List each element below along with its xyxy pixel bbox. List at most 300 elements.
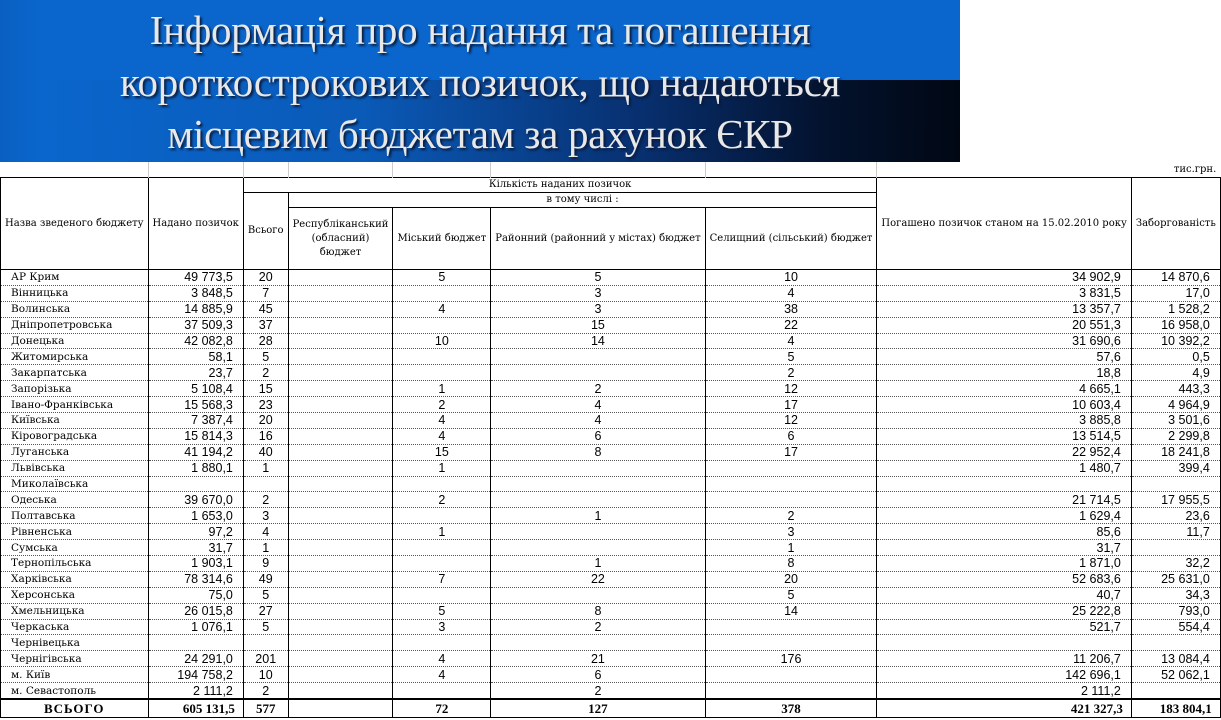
cell-debt: 17,0	[1131, 285, 1220, 301]
cell-district	[491, 349, 705, 365]
cell-total: 2	[243, 492, 288, 508]
cell-city	[393, 635, 491, 651]
cell-debt: 25 631,0	[1131, 571, 1220, 587]
cell-district: 6	[491, 428, 705, 444]
cell-city	[393, 587, 491, 603]
cell-granted: 7 387,4	[148, 413, 243, 429]
cell-repaid: 4 665,1	[877, 381, 1131, 397]
cell-village: 12	[705, 381, 877, 397]
cell-district: 3	[491, 301, 705, 317]
cell-republican	[288, 381, 393, 397]
total-cell-granted: 605 131,5	[148, 699, 243, 718]
cell-repaid: 13 357,7	[877, 301, 1131, 317]
cell-village: 20	[705, 571, 877, 587]
cell-district	[491, 460, 705, 476]
cell-repaid: 11 206,7	[877, 651, 1131, 667]
cell-city	[393, 508, 491, 524]
table-row	[1, 333, 1221, 349]
cell-city: 10	[393, 333, 491, 349]
table-row	[1, 381, 1221, 397]
cell-district: 5	[491, 270, 705, 286]
header-debt: Заборгованість	[1131, 178, 1220, 270]
cell-district	[491, 587, 705, 603]
cell-city: 5	[393, 270, 491, 286]
cell-village: 12	[705, 413, 877, 429]
cell-total: 9	[243, 556, 288, 572]
cell-granted: 49 773,5	[148, 270, 243, 286]
cell-total: 20	[243, 413, 288, 429]
cell-debt: 13 084,4	[1131, 651, 1220, 667]
cell-total: 5	[243, 619, 288, 635]
cell-total: 15	[243, 381, 288, 397]
cell-republican	[288, 349, 393, 365]
cell-district	[491, 635, 705, 651]
table-row	[1, 667, 1221, 683]
cell-name: Вінницька	[1, 285, 149, 301]
cell-debt: 34,3	[1131, 587, 1220, 603]
cell-republican	[288, 492, 393, 508]
cell-total	[243, 476, 288, 492]
table-row	[1, 301, 1221, 317]
cell-granted: 31,7	[148, 540, 243, 556]
cell-total: 45	[243, 301, 288, 317]
cell-district: 22	[491, 571, 705, 587]
cell-repaid: 521,7	[877, 619, 1131, 635]
cell-village	[705, 460, 877, 476]
cell-repaid: 21 714,5	[877, 492, 1131, 508]
total-cell-village: 378	[705, 699, 877, 718]
cell-repaid: 13 514,5	[877, 428, 1131, 444]
slide-title	[0, 4, 960, 160]
cell-granted: 26 015,8	[148, 603, 243, 619]
cell-total: 3	[243, 508, 288, 524]
cell-district: 15	[491, 317, 705, 333]
unit-label: тис.грн.	[1173, 163, 1217, 175]
cell-village: 4	[705, 285, 877, 301]
cell-total: 201	[243, 651, 288, 667]
cell-district: 2	[491, 683, 705, 699]
cell-city	[393, 476, 491, 492]
total-cell-repaid: 421 327,3	[877, 699, 1131, 718]
cell-granted: 41 194,2	[148, 444, 243, 460]
cell-repaid: 142 696,1	[877, 667, 1131, 683]
cell-total: 20	[243, 270, 288, 286]
header-name: Назва зведеного бюджету	[1, 178, 149, 270]
cell-republican	[288, 635, 393, 651]
table-row	[1, 571, 1221, 587]
cell-debt: 1 528,2	[1131, 301, 1220, 317]
cell-republican	[288, 508, 393, 524]
cell-repaid: 31,7	[877, 540, 1131, 556]
cell-total: 37	[243, 317, 288, 333]
cell-republican	[288, 333, 393, 349]
table-row	[1, 603, 1221, 619]
cell-debt	[1131, 683, 1220, 699]
table-row	[1, 635, 1221, 651]
slide-title-line-3: місцевим бюджетам за рахунок ЄКР	[167, 111, 793, 157]
cell-total: 40	[243, 444, 288, 460]
cell-granted: 37 509,3	[148, 317, 243, 333]
cell-name: Київська	[1, 413, 149, 429]
cell-total: 28	[243, 333, 288, 349]
cell-granted: 78 314,6	[148, 571, 243, 587]
cell-city: 2	[393, 397, 491, 413]
cell-debt: 32,2	[1131, 556, 1220, 572]
table-row	[1, 270, 1221, 286]
cell-granted: 58,1	[148, 349, 243, 365]
cell-granted: 39 670,0	[148, 492, 243, 508]
cell-village	[705, 683, 877, 699]
cell-granted: 1 076,1	[148, 619, 243, 635]
cell-granted: 1 903,1	[148, 556, 243, 572]
cell-district: 8	[491, 603, 705, 619]
cell-repaid: 1 629,4	[877, 508, 1131, 524]
table-row	[1, 413, 1221, 429]
cell-city: 4	[393, 651, 491, 667]
cell-city: 1	[393, 460, 491, 476]
cell-city: 2	[393, 492, 491, 508]
cell-debt: 4,9	[1131, 365, 1220, 381]
cell-name: Сумська	[1, 540, 149, 556]
cell-debt: 10 392,2	[1131, 333, 1220, 349]
cell-repaid: 57,6	[877, 349, 1131, 365]
cell-debt: 399,4	[1131, 460, 1220, 476]
total-cell-city: 72	[393, 699, 491, 718]
cell-village: 5	[705, 587, 877, 603]
cell-district: 1	[491, 556, 705, 572]
cell-debt	[1131, 635, 1220, 651]
cell-total: 4	[243, 524, 288, 540]
cell-total: 10	[243, 667, 288, 683]
cell-district	[491, 365, 705, 381]
cell-district: 14	[491, 333, 705, 349]
cell-total: 23	[243, 397, 288, 413]
cell-republican	[288, 651, 393, 667]
unit-row	[1, 162, 1221, 178]
cell-republican	[288, 301, 393, 317]
header-row-1	[1, 178, 1221, 193]
cell-debt: 52 062,1	[1131, 667, 1220, 683]
cell-granted: 75,0	[148, 587, 243, 603]
table-row	[1, 540, 1221, 556]
table-row	[1, 317, 1221, 333]
cell-village: 176	[705, 651, 877, 667]
cell-republican	[288, 667, 393, 683]
header-village: Селищний (сільський) бюджет	[705, 208, 877, 270]
cell-debt: 23,6	[1131, 508, 1220, 524]
cell-district: 3	[491, 285, 705, 301]
cell-total: 2	[243, 683, 288, 699]
cell-repaid: 20 551,3	[877, 317, 1131, 333]
cell-village: 5	[705, 349, 877, 365]
cell-name: Донецька	[1, 333, 149, 349]
cell-total: 1	[243, 540, 288, 556]
cell-name: Волинська	[1, 301, 149, 317]
table-row	[1, 683, 1221, 699]
cell-republican	[288, 619, 393, 635]
cell-district: 2	[491, 619, 705, 635]
table-row	[1, 397, 1221, 413]
cell-republican	[288, 476, 393, 492]
cell-granted: 1 880,1	[148, 460, 243, 476]
cell-city: 3	[393, 619, 491, 635]
cell-city: 4	[393, 667, 491, 683]
total-cell-republican	[288, 699, 393, 718]
cell-city: 4	[393, 413, 491, 429]
cell-republican	[288, 285, 393, 301]
cell-name: Хмельницька	[1, 603, 149, 619]
cell-village	[705, 619, 877, 635]
cell-name: м. Київ	[1, 667, 149, 683]
cell-debt: 443,3	[1131, 381, 1220, 397]
cell-city	[393, 540, 491, 556]
cell-debt: 18 241,8	[1131, 444, 1220, 460]
cell-city: 15	[393, 444, 491, 460]
cell-repaid: 31 690,6	[877, 333, 1131, 349]
table-row	[1, 428, 1221, 444]
cell-republican	[288, 540, 393, 556]
cell-republican	[288, 365, 393, 381]
cell-village	[705, 667, 877, 683]
cell-debt: 4 964,9	[1131, 397, 1220, 413]
cell-name: Чернівецька	[1, 635, 149, 651]
cell-city: 5	[393, 603, 491, 619]
table-row	[1, 460, 1221, 476]
cell-village: 2	[705, 508, 877, 524]
cell-village: 14	[705, 603, 877, 619]
cell-village: 17	[705, 397, 877, 413]
cell-village: 4	[705, 333, 877, 349]
cell-city: 1	[393, 524, 491, 540]
header-including: в тому числі :	[288, 193, 877, 208]
cell-repaid: 34 902,9	[877, 270, 1131, 286]
cell-debt: 11,7	[1131, 524, 1220, 540]
cell-debt: 0,5	[1131, 349, 1220, 365]
cell-repaid	[877, 476, 1131, 492]
cell-repaid: 2 111,2	[877, 683, 1131, 699]
cell-total	[243, 635, 288, 651]
cell-debt: 14 870,6	[1131, 270, 1220, 286]
cell-granted: 14 885,9	[148, 301, 243, 317]
cell-republican	[288, 444, 393, 460]
table-row	[1, 365, 1221, 381]
table-row	[1, 444, 1221, 460]
table-row	[1, 619, 1221, 635]
cell-republican	[288, 397, 393, 413]
cell-granted: 2 111,2	[148, 683, 243, 699]
cell-total: 2	[243, 365, 288, 381]
cell-total: 5	[243, 349, 288, 365]
table-row	[1, 556, 1221, 572]
cell-name: Миколаївська	[1, 476, 149, 492]
cell-total: 1	[243, 460, 288, 476]
cell-village: 1	[705, 540, 877, 556]
cell-village	[705, 492, 877, 508]
cell-name: Харківська	[1, 571, 149, 587]
cell-republican	[288, 587, 393, 603]
cell-name: Луганська	[1, 444, 149, 460]
cell-total: 7	[243, 285, 288, 301]
cell-district: 21	[491, 651, 705, 667]
cell-name: Житомирська	[1, 349, 149, 365]
cell-village: 22	[705, 317, 877, 333]
cell-republican	[288, 571, 393, 587]
cell-repaid: 40,7	[877, 587, 1131, 603]
header-republican: Республіканський (обласний) бюджет	[288, 208, 393, 270]
cell-debt: 554,4	[1131, 619, 1220, 635]
header-count-group: Кількість наданих позичок	[243, 178, 877, 193]
total-row	[1, 699, 1221, 718]
cell-name: Херсонська	[1, 587, 149, 603]
cell-granted: 97,2	[148, 524, 243, 540]
cell-name: м. Севастополь	[1, 683, 149, 699]
table-row	[1, 492, 1221, 508]
cell-district: 4	[491, 413, 705, 429]
cell-city	[393, 556, 491, 572]
cell-village: 17	[705, 444, 877, 460]
cell-total: 49	[243, 571, 288, 587]
cell-republican	[288, 270, 393, 286]
cell-city	[393, 285, 491, 301]
cell-district: 8	[491, 444, 705, 460]
cell-village: 8	[705, 556, 877, 572]
cell-name: Закарпатська	[1, 365, 149, 381]
cell-granted: 23,7	[148, 365, 243, 381]
cell-district: 6	[491, 667, 705, 683]
cell-district: 2	[491, 381, 705, 397]
cell-city: 4	[393, 428, 491, 444]
cell-debt: 17 955,5	[1131, 492, 1220, 508]
cell-repaid	[877, 635, 1131, 651]
cell-republican	[288, 603, 393, 619]
cell-debt: 2 299,8	[1131, 428, 1220, 444]
header-granted: Надано позичок	[148, 178, 243, 270]
cell-village: 10	[705, 270, 877, 286]
table-row	[1, 349, 1221, 365]
cell-name: Рівненська	[1, 524, 149, 540]
cell-village: 6	[705, 428, 877, 444]
cell-name: Івано-Франківська	[1, 397, 149, 413]
cell-district: 4	[491, 397, 705, 413]
cell-name: Львівська	[1, 460, 149, 476]
total-cell-debt: 183 804,1	[1131, 699, 1220, 718]
loans-spreadsheet	[0, 162, 1217, 720]
cell-granted: 1 653,0	[148, 508, 243, 524]
cell-repaid: 22 952,4	[877, 444, 1131, 460]
cell-city: 7	[393, 571, 491, 587]
cell-district	[491, 476, 705, 492]
cell-repaid: 10 603,4	[877, 397, 1131, 413]
table-row	[1, 285, 1221, 301]
cell-repaid: 3 831,5	[877, 285, 1131, 301]
cell-granted: 42 082,8	[148, 333, 243, 349]
cell-city: 1	[393, 381, 491, 397]
header-district: Районний (районний у містах) бюджет	[491, 208, 705, 270]
total-cell-total: 577	[243, 699, 288, 718]
cell-total: 27	[243, 603, 288, 619]
cell-granted	[148, 476, 243, 492]
cell-city	[393, 317, 491, 333]
cell-debt: 793,0	[1131, 603, 1220, 619]
cell-district: 1	[491, 508, 705, 524]
table-row	[1, 587, 1221, 603]
cell-name: АР Крим	[1, 270, 149, 286]
cell-name: Полтавська	[1, 508, 149, 524]
cell-name: Кіровоградська	[1, 428, 149, 444]
cell-repaid: 18,8	[877, 365, 1131, 381]
cell-repaid: 1 871,0	[877, 556, 1131, 572]
header-repaid: Погашено позичок станом на 15.02.2010 року	[877, 178, 1131, 270]
cell-republican	[288, 413, 393, 429]
cell-repaid: 3 885,8	[877, 413, 1131, 429]
cell-republican	[288, 683, 393, 699]
cell-village: 3	[705, 524, 877, 540]
cell-debt	[1131, 476, 1220, 492]
cell-city	[393, 683, 491, 699]
header-city: Міський бюджет	[393, 208, 491, 270]
cell-granted: 15 568,3	[148, 397, 243, 413]
cell-granted: 15 814,3	[148, 428, 243, 444]
cell-village	[705, 635, 877, 651]
cell-city	[393, 365, 491, 381]
cell-total: 16	[243, 428, 288, 444]
cell-repaid: 52 683,6	[877, 571, 1131, 587]
total-cell-name: ВСЬОГО	[1, 699, 149, 718]
table-row	[1, 508, 1221, 524]
cell-granted	[148, 635, 243, 651]
loans-table	[0, 162, 1221, 718]
cell-name: Черкаська	[1, 619, 149, 635]
header-total: Всього	[243, 193, 288, 270]
table-row	[1, 476, 1221, 492]
cell-repaid: 1 480,7	[877, 460, 1131, 476]
cell-republican	[288, 317, 393, 333]
cell-republican	[288, 556, 393, 572]
total-cell-district: 127	[491, 699, 705, 718]
cell-debt: 16 958,0	[1131, 317, 1220, 333]
cell-name: Одеська	[1, 492, 149, 508]
cell-granted: 24 291,0	[148, 651, 243, 667]
cell-debt	[1131, 540, 1220, 556]
cell-debt: 3 501,6	[1131, 413, 1220, 429]
cell-granted: 3 848,5	[148, 285, 243, 301]
slide-title-line-1: Інформація про надання та погашення	[149, 7, 811, 53]
cell-repaid: 25 222,8	[877, 603, 1131, 619]
table-body	[1, 270, 1221, 718]
cell-name: Запорізька	[1, 381, 149, 397]
cell-city: 4	[393, 301, 491, 317]
cell-republican	[288, 428, 393, 444]
cell-district	[491, 540, 705, 556]
cell-republican	[288, 524, 393, 540]
cell-granted: 194 758,2	[148, 667, 243, 683]
cell-republican	[288, 460, 393, 476]
cell-city	[393, 349, 491, 365]
cell-name: Тернопільська	[1, 556, 149, 572]
slide-title-line-2: короткострокових позичок, що надаються	[119, 59, 841, 105]
cell-name: Чернігівська	[1, 651, 149, 667]
cell-district	[491, 524, 705, 540]
cell-granted: 5 108,4	[148, 381, 243, 397]
table-row	[1, 651, 1221, 667]
cell-village: 2	[705, 365, 877, 381]
cell-village: 38	[705, 301, 877, 317]
cell-village	[705, 476, 877, 492]
cell-name: Дніпропетровська	[1, 317, 149, 333]
table-row	[1, 524, 1221, 540]
cell-total: 5	[243, 587, 288, 603]
cell-repaid: 85,6	[877, 524, 1131, 540]
